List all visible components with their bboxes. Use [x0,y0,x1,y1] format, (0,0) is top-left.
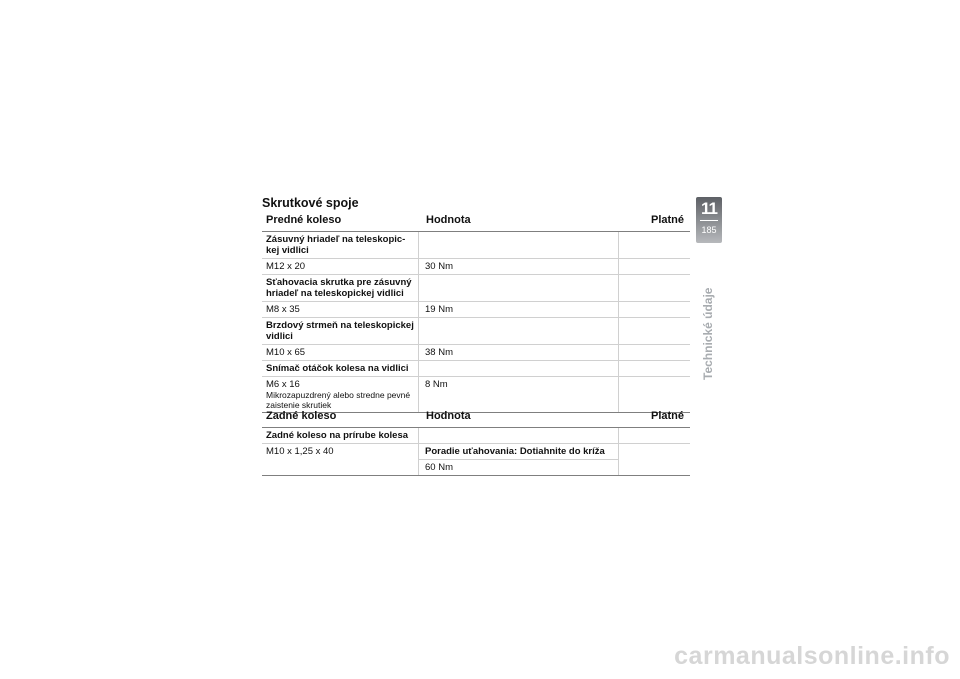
thread-spec: M10 x 65 [266,347,306,358]
header-component: Zadné koleso [266,409,337,422]
table-row [262,428,690,444]
torque-value: 60 Nm [425,462,453,473]
watermark: carmanualsonline.info [674,642,950,670]
table-row [262,444,690,476]
header-component: Predné koleso [266,213,342,226]
tightening-sequence: Poradie uťahovania: Dotiahnite do kríža [419,444,618,460]
torque-value: 8 Nm [418,377,618,412]
page-number: 185 [701,225,717,235]
chapter-tab [696,197,722,243]
chapter-number: 11 [701,199,717,218]
component-label: Zásuvný hriadeľ na teleskopic-kej vidlici [266,234,406,256]
spec-note: Mikrozapuzdrený alebo stredne pevné zaistenie skrutiek [266,390,411,410]
table-row [262,259,690,275]
tab-divider [700,220,718,221]
table-row [262,232,690,259]
table-header [262,404,690,428]
thread-spec: M10 x 1,25 x 40 [266,446,334,457]
torque-value: 19 Nm [418,302,618,317]
component-label: Sťahovacia skrutka pre zásuvný hriadeľ na teleskopickej vidlici [266,277,412,299]
thread-spec: M6 x 16 [266,379,300,390]
section-title: Skrutkové spoje [262,196,359,210]
table-row [262,275,690,302]
header-valid: Platné [650,213,684,226]
component-label: Brzdový strmeň na teleskopickej vidlici [266,320,414,342]
component-label: Zadné koleso na prírube kolesa [266,430,409,441]
thread-spec: M8 x 35 [266,304,300,315]
header-value: Hodnota [426,409,471,422]
chapter-title-vertical: Technické údaje [701,287,715,380]
rear-wheel-table [262,404,690,476]
header-valid: Platné [650,409,684,422]
component-label: Snímač otáčok kolesa na vidlici [266,363,409,374]
header-value: Hodnota [426,213,471,226]
table-row [262,361,690,377]
table-row [262,318,690,345]
torque-value: 30 Nm [418,259,618,274]
thread-spec: M12 x 20 [266,261,306,272]
front-wheel-table [262,208,690,413]
torque-value: 38 Nm [418,345,618,360]
table-row [262,302,690,318]
table-row [262,345,690,361]
table-header [262,208,690,232]
